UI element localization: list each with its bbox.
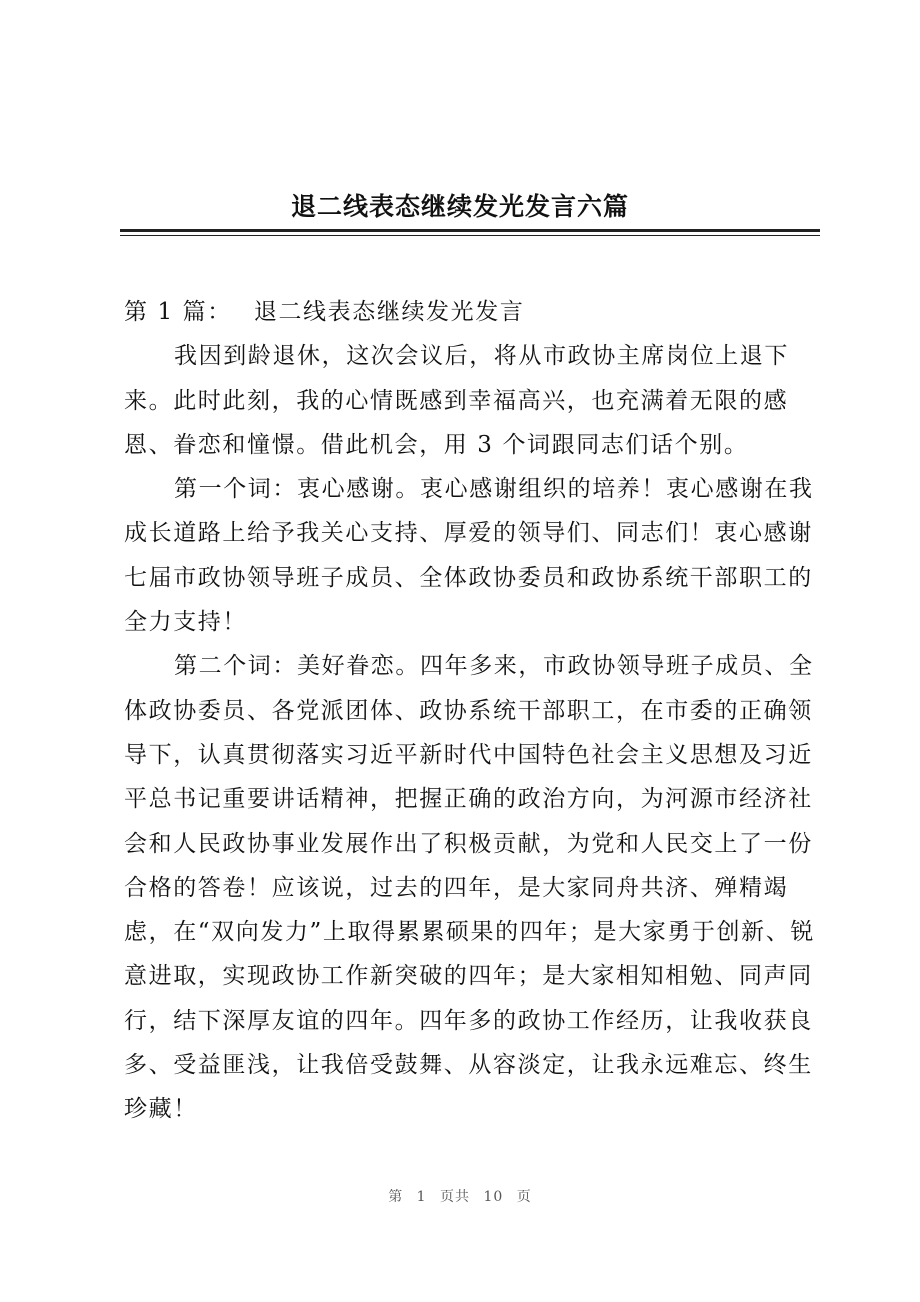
document-body bbox=[124, 290, 824, 1132]
title-rule-thick bbox=[120, 229, 820, 232]
paragraph-3: 第二个词：美好眷恋。四年多来，市政协领导班子成员、全体政协委员、各党派团体、政协系统干部职工，在市委的正确领导下，认真贯彻落实习近平新时代中国特色社会主义思想及习近平总书记重要讲话精神，把握正确的政治方向，为河源市经济社会和人民政协事业发展作出了积极贡献，为党和人民交上了一份合格的答卷！应该说，过去的四年，是大家同舟共济、殚精竭虑，在“双向发力”上取得累累硕果的四年；是大家勇于创新、锐意进取，实现政协工作新突破的四年；是大家相知相勉、同声同行，结下深厚友谊的四年。四年多的政协工作经历，让我收获良多、受益匪浅，让我倍受鼓舞、从容淡定，让我永远难忘、终生珍藏！ bbox=[124, 653, 815, 1123]
page-footer bbox=[0, 1186, 920, 1206]
section-heading bbox=[124, 290, 824, 334]
footer-middle: 页共 bbox=[440, 1189, 471, 1205]
footer-suffix: 页 bbox=[516, 1189, 532, 1205]
footer-current-page: 1 bbox=[416, 1189, 427, 1205]
paragraph-1: 我因到龄退休，这次会议后，将从市政协主席岗位上退下来。此时此刻，我的心情既感到幸福高兴，也充满着无限的感恩、眷恋和憧憬。借此机会，用 3 个词跟同志们话个别。 bbox=[124, 343, 789, 458]
footer-prefix: 第 bbox=[388, 1189, 404, 1205]
document-title: 退二线表态继续发光发言六篇 bbox=[290, 192, 629, 221]
section-title: 退二线表态继续发光发言 bbox=[253, 299, 525, 325]
title-rule-thin bbox=[120, 235, 820, 236]
section-label: 第 1 篇： bbox=[124, 299, 232, 325]
paragraph-2: 第一个词：衷心感谢。衷心感谢组织的培养！衷心感谢在我成长道路上给予我关心支持、厚爱的领导们、同志们！衷心感谢七届市政协领导班子成员、全体政协委员和政协系统干部职工的全力支持！ bbox=[124, 476, 814, 636]
footer-total-pages: 10 bbox=[483, 1189, 504, 1205]
